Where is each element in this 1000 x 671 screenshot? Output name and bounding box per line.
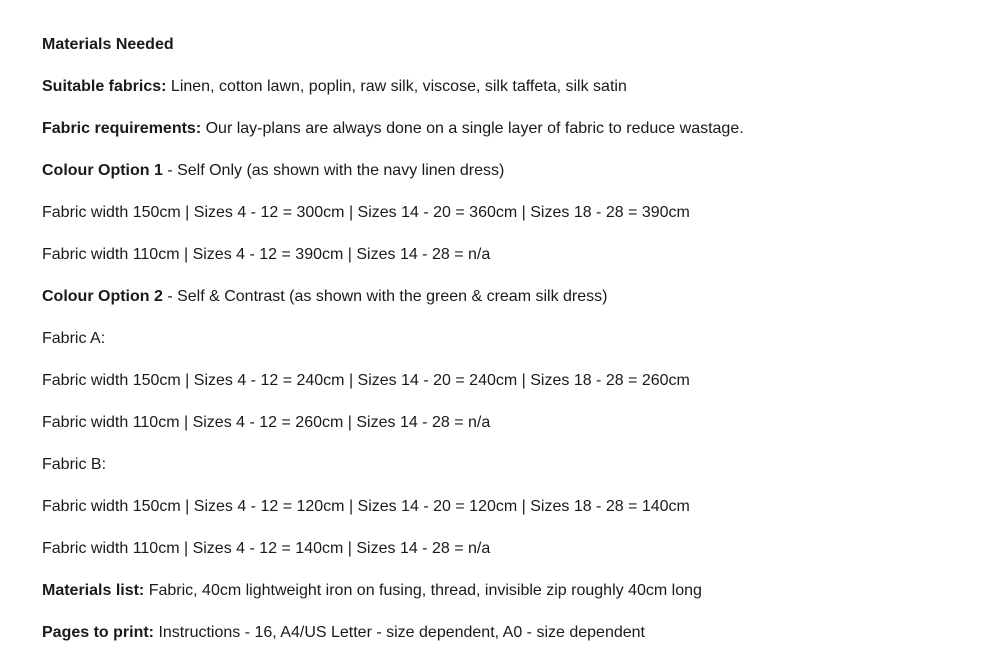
fabric-requirements-line	[42, 117, 982, 141]
pages-to-print-label: Pages to print:	[42, 624, 155, 641]
materials-list-text: Fabric, 40cm lightweight iron on fusing, thread, invisible zip roughly 40cm long	[144, 582, 702, 599]
fabric-b-label: Fabric B:	[42, 456, 107, 473]
colour-option-2-text: - Self & Contrast (as shown with the green & cream silk dress)	[162, 288, 608, 305]
fabric-row: Fabric width 110cm | Sizes 4 - 12 = 390cm | Sizes 14 - 28 = n/a	[42, 246, 491, 263]
fabric-row: Fabric width 150cm | Sizes 4 - 12 = 300cm | Sizes 14 - 20 = 360cm | Sizes 18 - 28 = 390cm	[42, 204, 690, 221]
fabric-row: Fabric width 110cm | Sizes 4 - 12 = 260cm | Sizes 14 - 28 = n/a	[42, 414, 491, 431]
colour-option-2-line	[42, 285, 982, 309]
materials-document	[42, 33, 982, 663]
section-heading	[42, 33, 982, 57]
suitable-fabrics-line	[42, 75, 982, 99]
colour-option-2-label: Colour Option 2	[42, 288, 163, 305]
fabric-row: Fabric width 150cm | Sizes 4 - 12 = 120cm | Sizes 14 - 20 = 120cm | Sizes 18 - 28 = 140cm	[42, 498, 690, 515]
colour-option-1-line	[42, 159, 982, 183]
fabric-row: Fabric width 110cm | Sizes 4 - 12 = 140cm | Sizes 14 - 28 = n/a	[42, 540, 491, 557]
suitable-fabrics-label: Suitable fabrics:	[42, 78, 167, 95]
materials-list-line	[42, 579, 982, 603]
fabric-requirements-text: Our lay-plans are always done on a single layer of fabric to reduce wastage.	[201, 120, 744, 137]
pages-to-print-line	[42, 621, 982, 645]
fabric-a-label: Fabric A:	[42, 330, 106, 347]
fabric-requirements-label: Fabric requirements:	[42, 120, 202, 137]
fabric-row: Fabric width 150cm | Sizes 4 - 12 = 240cm | Sizes 14 - 20 = 240cm | Sizes 18 - 28 = 260cm	[42, 372, 690, 389]
materials-list-label: Materials list:	[42, 582, 145, 599]
materials-needed-heading: Materials Needed	[42, 36, 174, 53]
suitable-fabrics-text: Linen, cotton lawn, poplin, raw silk, viscose, silk taffeta, silk satin	[166, 78, 627, 95]
colour-option-1-text: - Self Only (as shown with the navy linen dress)	[162, 162, 505, 179]
pages-to-print-text: Instructions - 16, A4/US Letter - size dependent, A0 - size dependent	[154, 624, 645, 641]
colour-option-1-label: Colour Option 1	[42, 162, 163, 179]
